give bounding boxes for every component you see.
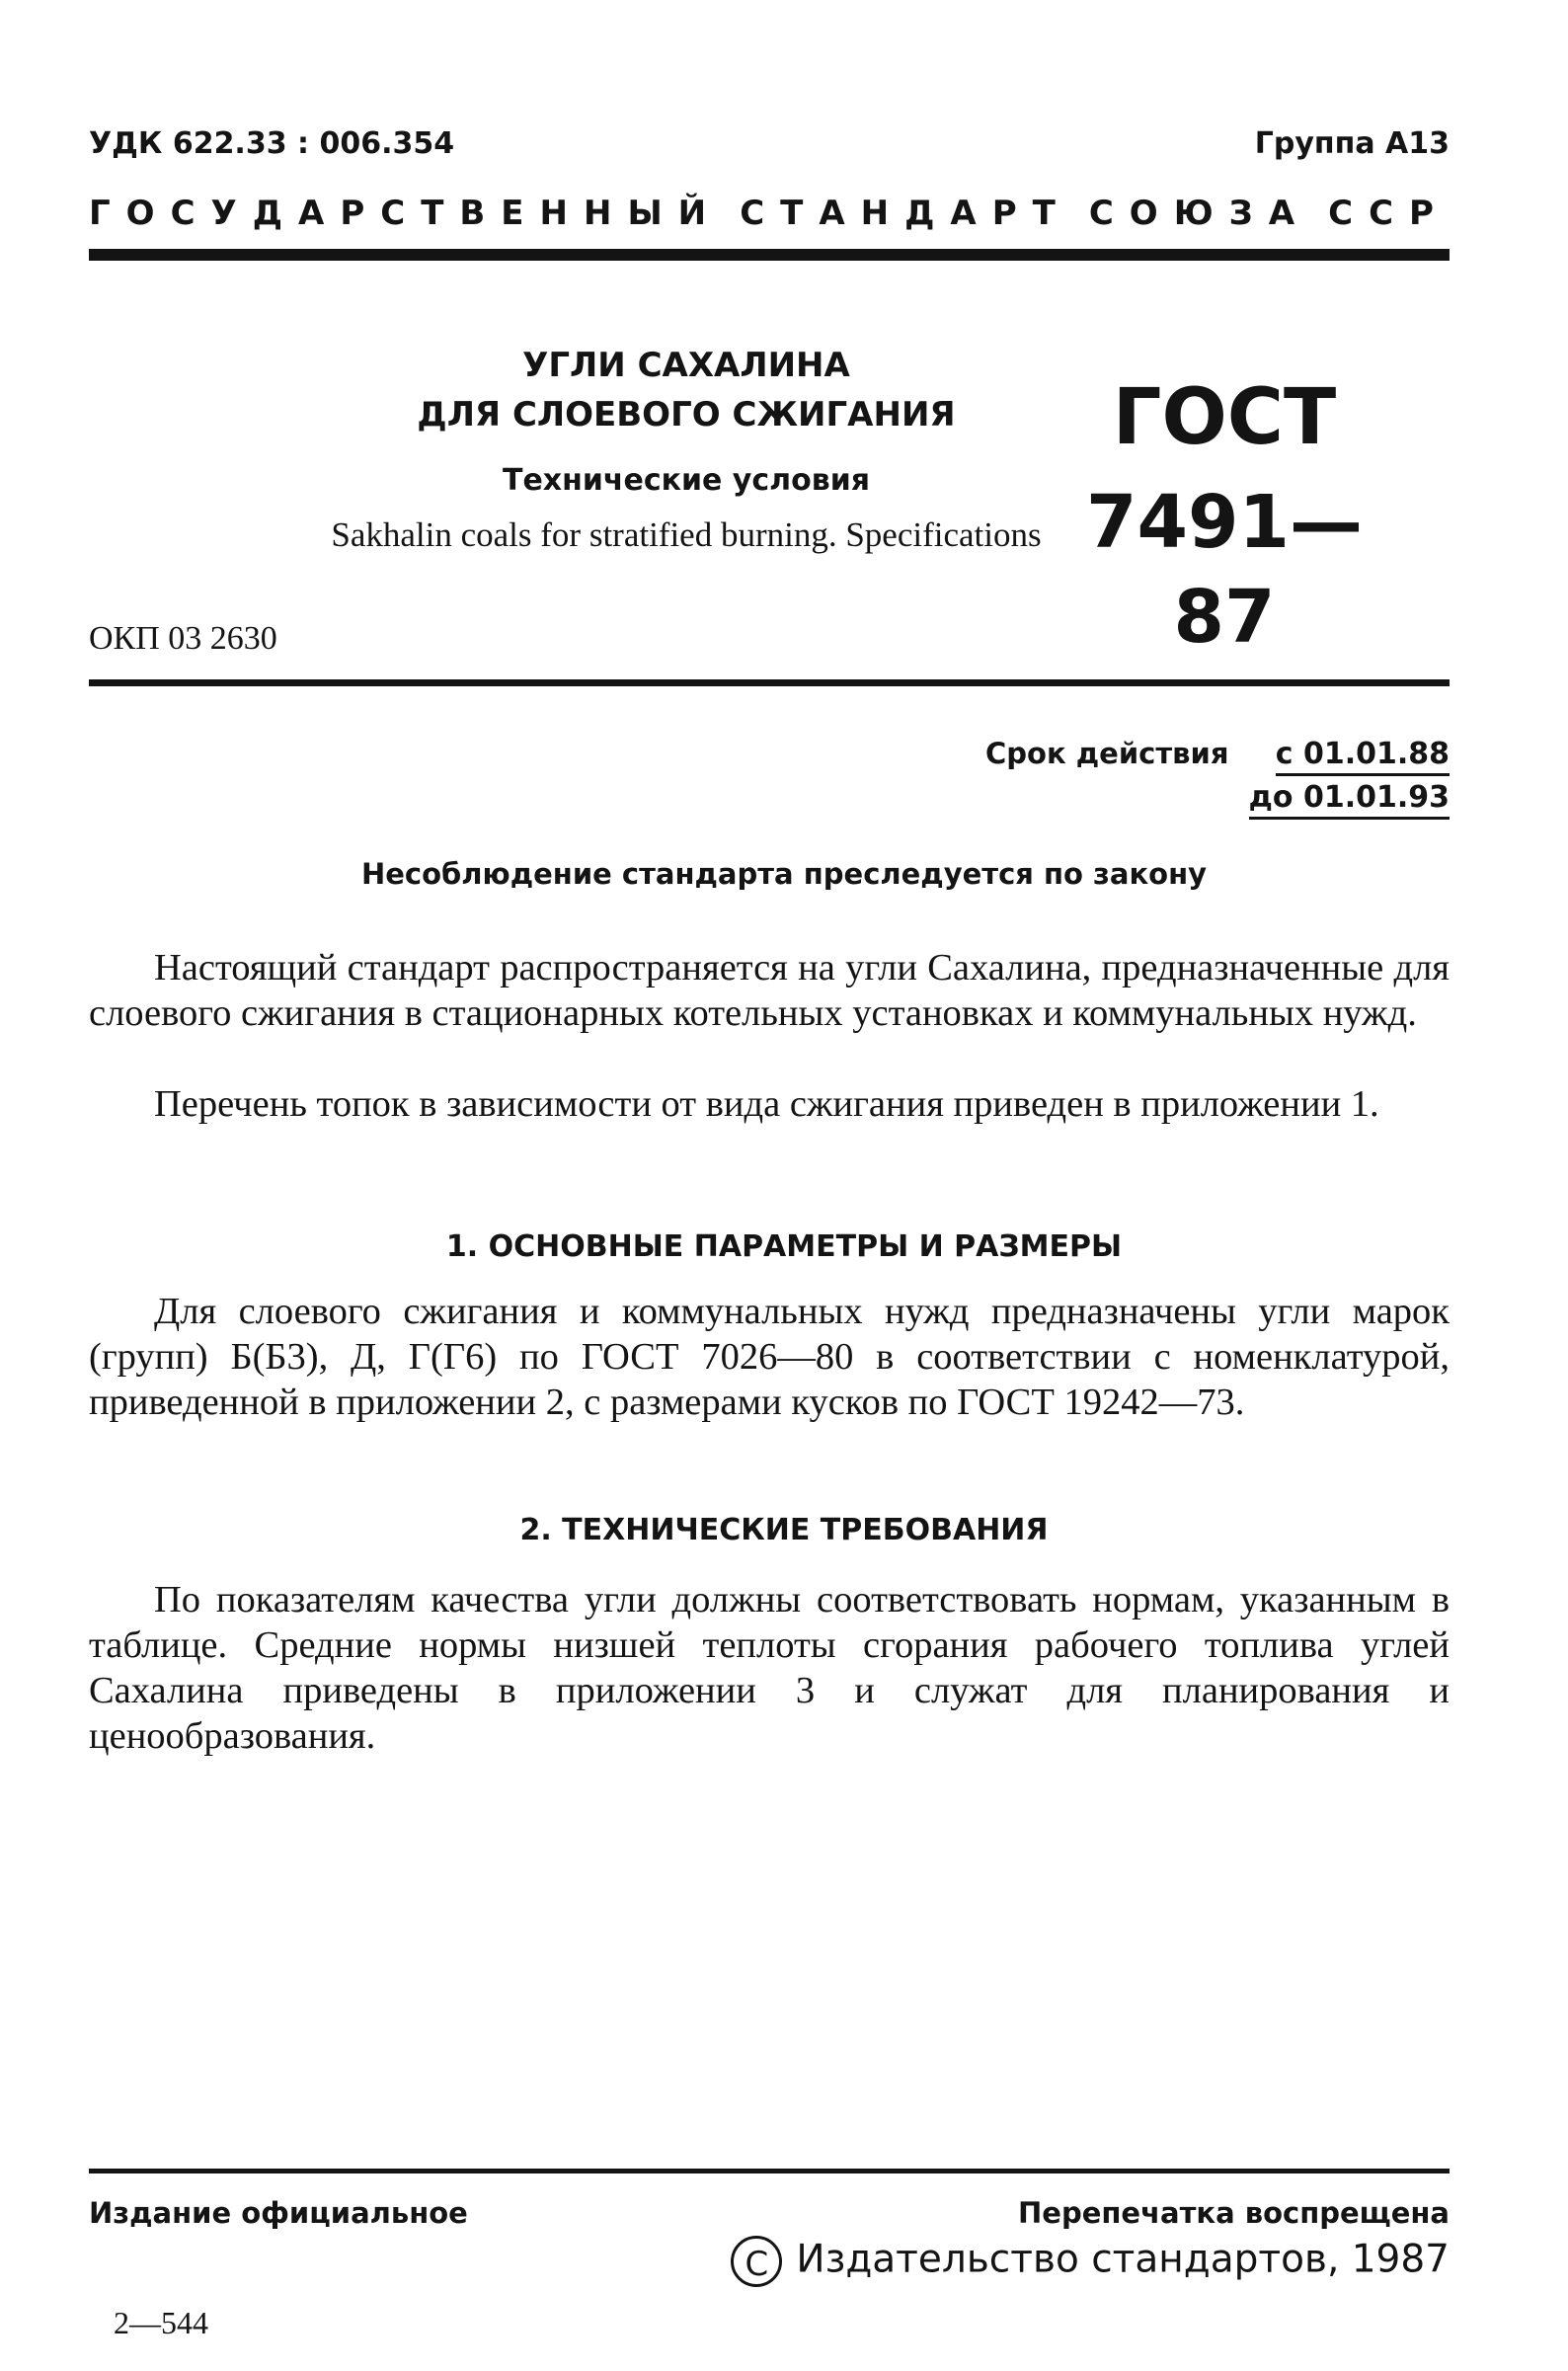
intro-text-1: Настоящий стандарт распространяется на угли Сахалина, предназначенные для слоевого сжигания в стационарных котельных установках и коммунальных нужд. <box>89 947 1450 1034</box>
section-2-text: По показателям качества угли должны соответствовать нормам, указанным в таблице. Средние нормы низшей теплоты сгорания рабочего топлива углей Сахалина приведены в приложении 3 и служат для планирования и ценообразования. <box>89 1579 1450 1757</box>
title-line-1: УГЛИ САХАЛИНА <box>522 346 850 385</box>
state-standard-banner <box>89 194 1450 233</box>
copyright-icon: С <box>731 2236 782 2287</box>
header-rule <box>89 249 1450 261</box>
english-title: Sakhalin coals for stratified burning. Specifications <box>331 515 1042 554</box>
gost-number: 7491—87 <box>1086 480 1363 660</box>
edition-notice: Издание официальное <box>89 2196 468 2230</box>
validity-label: Срок действия <box>985 737 1229 770</box>
okp-code: ОКП 03 2630 <box>89 620 277 657</box>
state-word: СОЮЗА <box>1088 194 1311 233</box>
intro-paragraph-2 <box>89 1081 1450 1127</box>
intro-paragraph-1 <box>89 945 1450 1036</box>
udk-code: УДК 622.33 : 006.354 <box>89 126 455 161</box>
law-notice: Несоблюдение стандарта преследуется по закону <box>360 857 1208 891</box>
intro-text-2: Перечень топок в зависимости от вида сжигания приведен в приложении 1. <box>154 1083 1379 1125</box>
state-word: ГОСУДАРСТВЕННЫЙ <box>89 194 723 233</box>
section-1-text: Для слоевого сжигания и коммунальных нужд предназначены угли марок (групп) Б(Б3), Д, Г(Г6) по ГОСТ 7026—80 в соответствии с номенклатурой, приведенной в приложении 2, с размерами кусков по ГОСТ 19242—73. <box>89 1291 1450 1423</box>
section-2-heading: 2. ТЕХНИЧЕСКИЕ ТРЕБОВАНИЯ <box>519 1513 1049 1547</box>
title-block <box>326 341 1047 558</box>
reprint-notice: Перепечатка воспрещена <box>1018 2196 1450 2230</box>
print-code: 2—544 <box>114 2305 208 2340</box>
section-2-paragraph <box>89 1577 1450 1759</box>
state-word: СТАНДАРТ <box>740 194 1071 233</box>
publisher-line <box>731 2236 1450 2287</box>
state-word: ССР <box>1328 194 1450 233</box>
gost-designation <box>1076 370 1372 665</box>
okp-rule <box>89 679 1450 686</box>
group-code: Группа А13 <box>1254 126 1450 161</box>
publisher-name: Издательство стандартов, 1987 <box>796 2237 1450 2282</box>
valid-to: до 01.01.93 <box>1249 780 1450 820</box>
valid-from: с 01.01.88 <box>1276 737 1450 776</box>
section-1-heading: 1. ОСНОВНЫЕ ПАРАМЕТРЫ И РАЗМЕРЫ <box>445 1229 1123 1264</box>
section-1-paragraph <box>89 1289 1450 1425</box>
subtitle: Технические условия <box>503 463 870 498</box>
title-line-2: ДЛЯ СЛОЕВОГО СЖИГАНИЯ <box>417 395 956 435</box>
gost-label: ГОСТ <box>1112 373 1337 462</box>
footer-rule <box>89 2169 1450 2173</box>
